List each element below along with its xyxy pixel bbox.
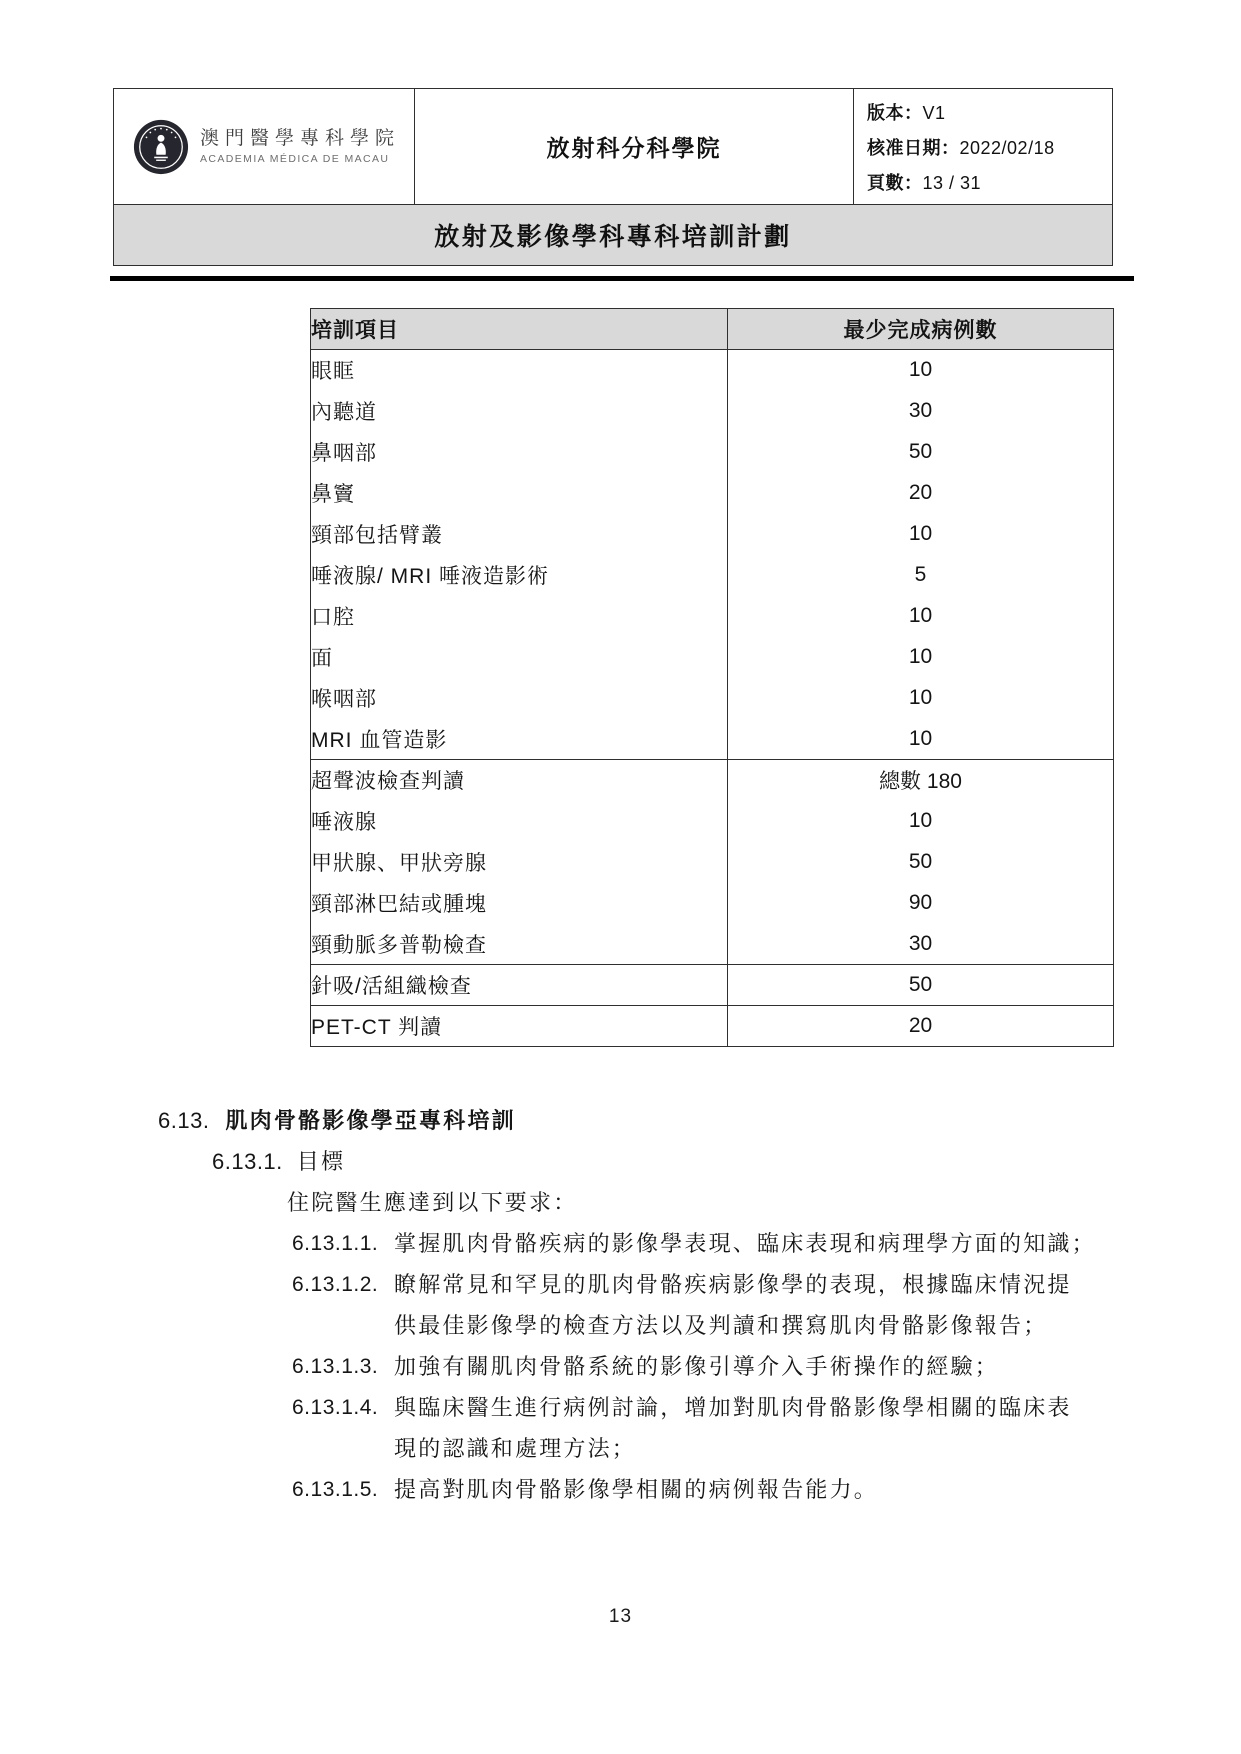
count-cell: 50 — [728, 432, 1114, 473]
count-cell: 總數 180 — [728, 760, 1114, 801]
logo-wordmark — [200, 128, 400, 165]
list-item-line: 加強有關肌肉骨骼系統的影像引導介入手術操作的經驗； — [394, 1354, 1000, 1379]
table-row — [311, 842, 1114, 883]
subsection-heading — [0, 1141, 1241, 1182]
meta-version — [867, 99, 1112, 125]
item-cell: 內聽道 — [311, 401, 377, 424]
table-row — [311, 555, 1114, 596]
table-row — [311, 350, 1114, 391]
count-cell: 50 — [728, 965, 1114, 1006]
item-cell: 面 — [311, 647, 333, 670]
list-item-text — [394, 1264, 1162, 1346]
item-cell: 喉咽部 — [311, 688, 377, 711]
training-items-table — [310, 308, 1114, 1047]
list-item-line: 提高對肌肉骨骼影像學相關的病例報告能力。 — [394, 1477, 879, 1502]
subsection-title: 目標 — [296, 1149, 346, 1174]
list-item — [0, 1387, 1241, 1469]
item-cell: PET-CT 判讀 — [311, 1006, 728, 1047]
count-cell: 20 — [728, 1006, 1114, 1047]
table-row — [311, 391, 1114, 432]
item-cell: 眼眶 — [311, 360, 355, 384]
table-row — [311, 965, 1114, 1006]
item-cell: 針吸/活組織檢查 — [311, 965, 728, 1006]
section-intro: 住院醫生應達到以下要求： — [287, 1190, 578, 1215]
subsection-number: 6.13.1. — [212, 1149, 283, 1174]
list-item-line: 供最佳影像學的檢查方法以及判讀和撰寫肌肉骨骼影像報告； — [394, 1313, 1048, 1338]
table-row — [311, 514, 1114, 555]
page-number: 13 — [608, 1606, 633, 1627]
count-cell: 10 — [728, 801, 1114, 842]
section-number: 6.13. — [158, 1108, 210, 1133]
table-row — [311, 678, 1114, 719]
document-meta — [854, 89, 1112, 204]
count-cell: 5 — [728, 555, 1114, 596]
meta-date-label: 核准日期： — [867, 137, 960, 158]
list-item-line: 掌握肌肉骨骼疾病的影像學表現、臨床表現和病理學方面的知識； — [394, 1231, 1096, 1256]
header-divider-rule — [110, 276, 1134, 281]
column-header-min-cases: 最少完成病例數 — [728, 309, 1114, 350]
item-cell: 鼻竇 — [311, 483, 355, 506]
list-item-text — [394, 1346, 1162, 1387]
table-row — [311, 637, 1114, 678]
item-cell: 甲狀腺、甲狀旁腺 — [311, 852, 487, 875]
meta-version-value: V1 — [922, 102, 946, 123]
section-title: 肌肉骨骼影像學亞專科培訓 — [225, 1108, 516, 1133]
table-row — [311, 596, 1114, 637]
count-cell: 10 — [728, 514, 1114, 555]
item-cell: 唾液腺 — [311, 811, 377, 834]
table-header-row — [311, 309, 1114, 350]
count-cell: 10 — [728, 637, 1114, 678]
table-row — [311, 719, 1114, 760]
list-item-text — [394, 1223, 1162, 1264]
item-cell: 鼻咽部 — [311, 442, 377, 465]
logo-cell — [114, 89, 415, 204]
count-cell: 10 — [728, 719, 1114, 760]
table-row — [311, 760, 1114, 801]
item-cell: 頸動脈多普勒檢查 — [311, 933, 487, 957]
list-item-number: 6.13.1.2. — [292, 1273, 379, 1296]
meta-pages-value: 13 / 31 — [922, 172, 982, 193]
table-row — [311, 1006, 1114, 1047]
section-heading — [0, 1100, 1241, 1141]
table-row — [311, 801, 1114, 842]
logo-latin-name: ACADEMIA MÉDICA DE MACAU — [200, 153, 390, 165]
table-row — [311, 924, 1114, 965]
meta-version-label: 版本： — [867, 102, 923, 123]
column-header-item: 培訓項目 — [311, 309, 728, 350]
header-top-row — [114, 89, 1112, 204]
list-item-line: 瞭解常見和罕見的肌肉骨骼疾病影像學的表現，根據臨床情況提 — [394, 1272, 1072, 1297]
document-header — [113, 88, 1113, 266]
table-row — [311, 473, 1114, 514]
count-cell: 20 — [728, 473, 1114, 514]
count-cell: 10 — [728, 596, 1114, 637]
item-cell: MRI 血管造影 — [311, 728, 448, 752]
list-item — [0, 1264, 1241, 1346]
logo-chinese-name: 澳門醫學專科學院 — [200, 128, 401, 149]
list-item-line: 現的認識和處理方法； — [394, 1436, 637, 1461]
table-row — [311, 432, 1114, 473]
list-item — [0, 1346, 1241, 1387]
list-item-number: 6.13.1.1. — [292, 1232, 379, 1255]
list-item-text — [394, 1387, 1162, 1469]
meta-date-value: 2022/02/18 — [959, 137, 1055, 158]
list-item-number: 6.13.1.4. — [292, 1396, 379, 1419]
item-cell: 唾液腺/ MRI 唾液造影術 — [311, 565, 549, 588]
item-cell: 頸部淋巴結或腫塊 — [311, 893, 487, 916]
count-cell: 30 — [728, 924, 1114, 965]
item-cell: 超聲波檢查判讀 — [311, 760, 728, 801]
count-cell: 90 — [728, 883, 1114, 924]
count-cell: 10 — [728, 350, 1114, 391]
meta-page-count — [867, 169, 1112, 195]
count-cell: 10 — [728, 678, 1114, 719]
list-item-text — [394, 1469, 1162, 1510]
item-cell: 口腔 — [311, 606, 355, 629]
list-item-line: 與臨床醫生進行病例討論，增加對肌肉骨骼影像學相關的臨床表 — [394, 1395, 1072, 1420]
list-item — [0, 1223, 1241, 1264]
program-banner-title: 放射及影像學科專科培訓計劃 — [114, 204, 1112, 265]
academy-seal-icon — [132, 118, 190, 176]
table-row — [311, 883, 1114, 924]
meta-pages-label: 頁數： — [867, 172, 923, 193]
list-item — [0, 1469, 1241, 1510]
item-cell: 頸部包括臂叢 — [311, 524, 443, 547]
section-musculoskeletal-training — [0, 1100, 1241, 1510]
count-cell: 30 — [728, 391, 1114, 432]
count-cell: 50 — [728, 842, 1114, 883]
list-item-number: 6.13.1.5. — [292, 1478, 379, 1501]
list-item-number: 6.13.1.3. — [292, 1355, 379, 1378]
college-title: 放射科分科學院 — [415, 89, 854, 204]
meta-approval-date — [867, 134, 1112, 160]
